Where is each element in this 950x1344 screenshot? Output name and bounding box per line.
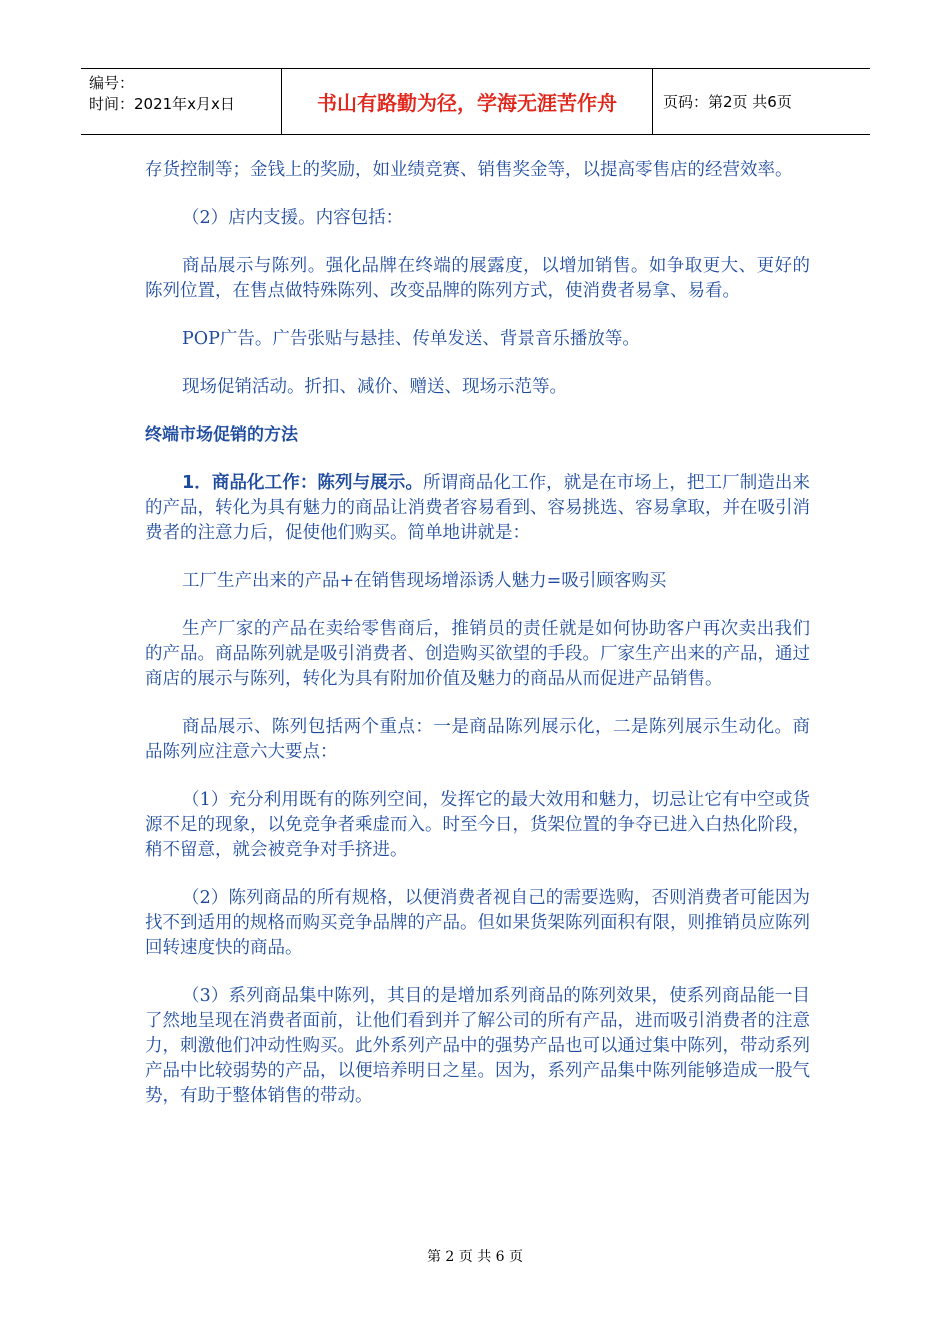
paragraph: POP广告。广告张贴与悬挂、传单发送、背景音乐播放等。 [182,329,640,349]
paragraph [145,471,810,546]
paragraph: 商品展示与陈列。强化品牌在终端的展露度，以增加销售。如争取更大、更好的陈列位置，在售点做特殊陈列、改变品牌的陈列方式，使消费者易拿、易看。 [145,256,810,301]
paragraph: 工厂生产出来的产品+在销售现场增添诱人魅力=吸引顾客购买 [182,571,667,591]
paragraph-text: 所谓商品化工作，就是在市场上，把工厂制造出来的产品，转化为具有魅力的商品让消费者容易看到、容易挑选、容易拿取，并在吸引消费者的注意力后，促使他们购买。简单地讲就是： [145,473,811,543]
header-motto: 书山有路勤为径，学海无涯苦作舟 [282,69,653,134]
paragraph: （1）充分利用既有的陈列空间，发挥它的最大效用和魅力，切忌让它有中空或货源不足的现象，以免竞争者乘虚而入。时至今日，货架位置的争夺已进入白热化阶段，稍不留意，就会被竞争对手挤进。 [145,790,810,860]
document-body [145,158,810,1132]
paragraph: 存货控制等；金钱上的奖励，如业绩竞赛、销售奖金等，以提高零售店的经营效率。 [145,160,793,180]
paragraph: 现场促销活动。折扣、减价、赠送、现场示范等。 [182,377,567,397]
paragraph: 商品展示、陈列包括两个重点：一是商品陈列展示化，二是陈列展示生动化。商品陈列应注意六大要点： [145,717,810,762]
section-heading: 终端市场促销的方法 [145,425,298,445]
paragraph: （2）店内支援。内容包括： [182,208,404,228]
document-header [81,68,870,135]
header-page-label: 页码：第2页 共6页 [663,93,792,111]
paragraph-lead: 1．商品化工作：陈列与展示。 [182,473,424,493]
date-label: 时间：2021年x月x日 [89,95,235,113]
header-meta [81,69,282,134]
paragraph: （2）陈列商品的所有规格，以便消费者视自己的需要选购，否则消费者可能因为找不到适用的规格而购买竞争品牌的产品。但如果货架陈列面积有限，则推销员应陈列回转速度快的商品。 [145,888,810,958]
paragraph: 生产厂家的产品在卖给零售商后，推销员的责任就是如何协助客户再次卖出我们的产品。商品陈列就是吸引消费者、创造购买欲望的手段。厂家生产出来的产品，通过商店的展示与陈列，转化为具有附加价值及魅力的商品从而促进产品销售。 [145,619,810,689]
paragraph: （3）系列商品集中陈列，其目的是增加系列商品的陈列效果，使系列商品能一目了然地呈现在消费者面前，让他们看到并了解公司的所有产品，进而吸引消费者的注意力，刺激他们冲动性购买。此外系列产品中的强势产品也可以通过集中陈列，带动系列产品中比较弱势的产品，以便培养明日之星。因为，系列产品集中陈列能够造成一股气势，有助于整体销售的带动。 [145,986,810,1106]
page-footer: 第 2 页 共 6 页 [426,1249,524,1265]
number-label: 编号： [89,74,135,92]
